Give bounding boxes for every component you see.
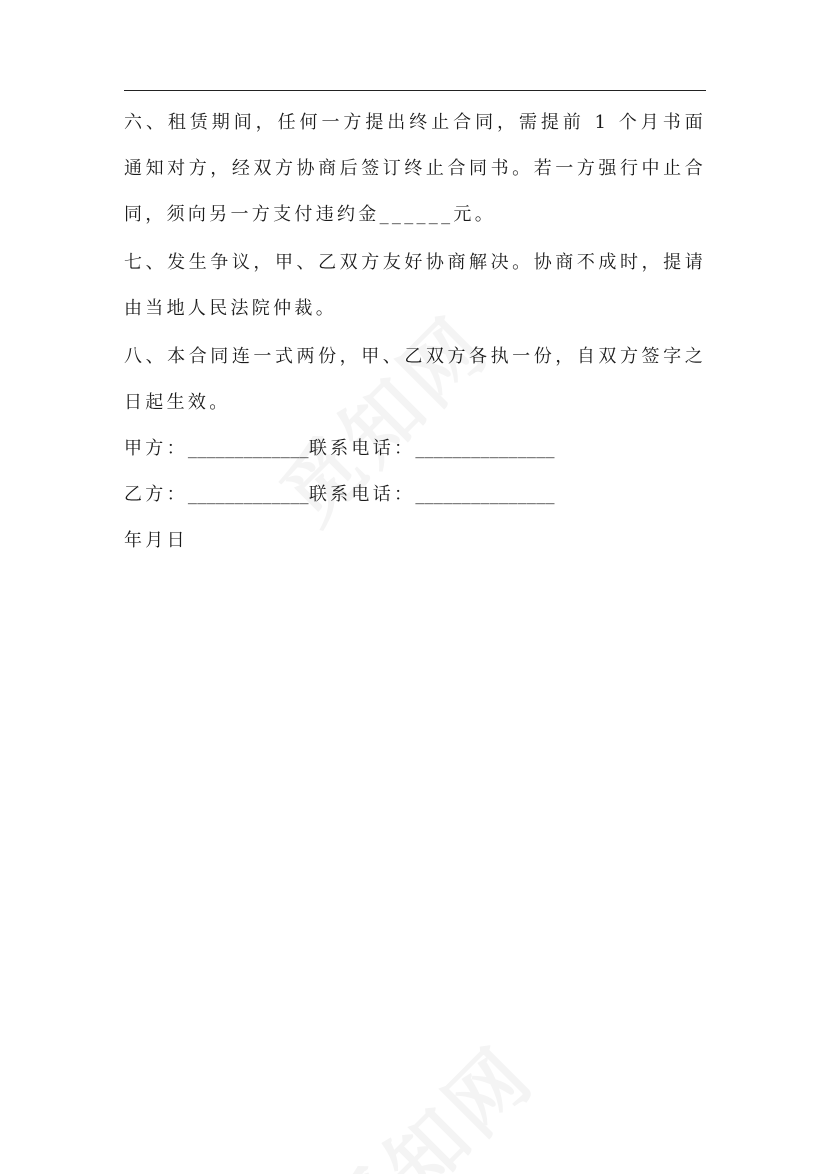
header-rule: [124, 90, 706, 91]
party-b-phone-label: 联系电话：: [308, 484, 416, 505]
clause-seven: 七、发生争议，甲、乙双方友好协商解决。协商不成时，提请由当地人民法院仲裁。: [124, 252, 706, 319]
contract-body: [124, 100, 706, 564]
party-b-label: 乙方：: [124, 484, 188, 505]
clause-six: 六、租赁期间，任何一方提出终止合同，需提前 1 个月书面通知对方，经双方协商后签订终止合同书。若一方强行中止合同，须向另一方支付违约金______元。: [124, 112, 706, 225]
party-b-line: [124, 472, 706, 518]
party-a-blank: _____________: [187, 438, 309, 459]
party-a-label: 甲方：: [124, 438, 188, 459]
party-b-phone-blank: _______________: [415, 484, 555, 505]
date-line: 年月日: [124, 530, 188, 551]
party-a-phone-blank: _______________: [415, 438, 555, 459]
clause-eight: 八、本合同连一式两份，甲、乙双方各执一份，自双方签字之日起生效。: [124, 346, 706, 413]
party-a-line: [124, 426, 706, 472]
watermark-bottom: [297, 1017, 554, 1174]
party-a-phone-label: 联系电话：: [308, 438, 416, 459]
party-b-blank: _____________: [187, 484, 309, 505]
